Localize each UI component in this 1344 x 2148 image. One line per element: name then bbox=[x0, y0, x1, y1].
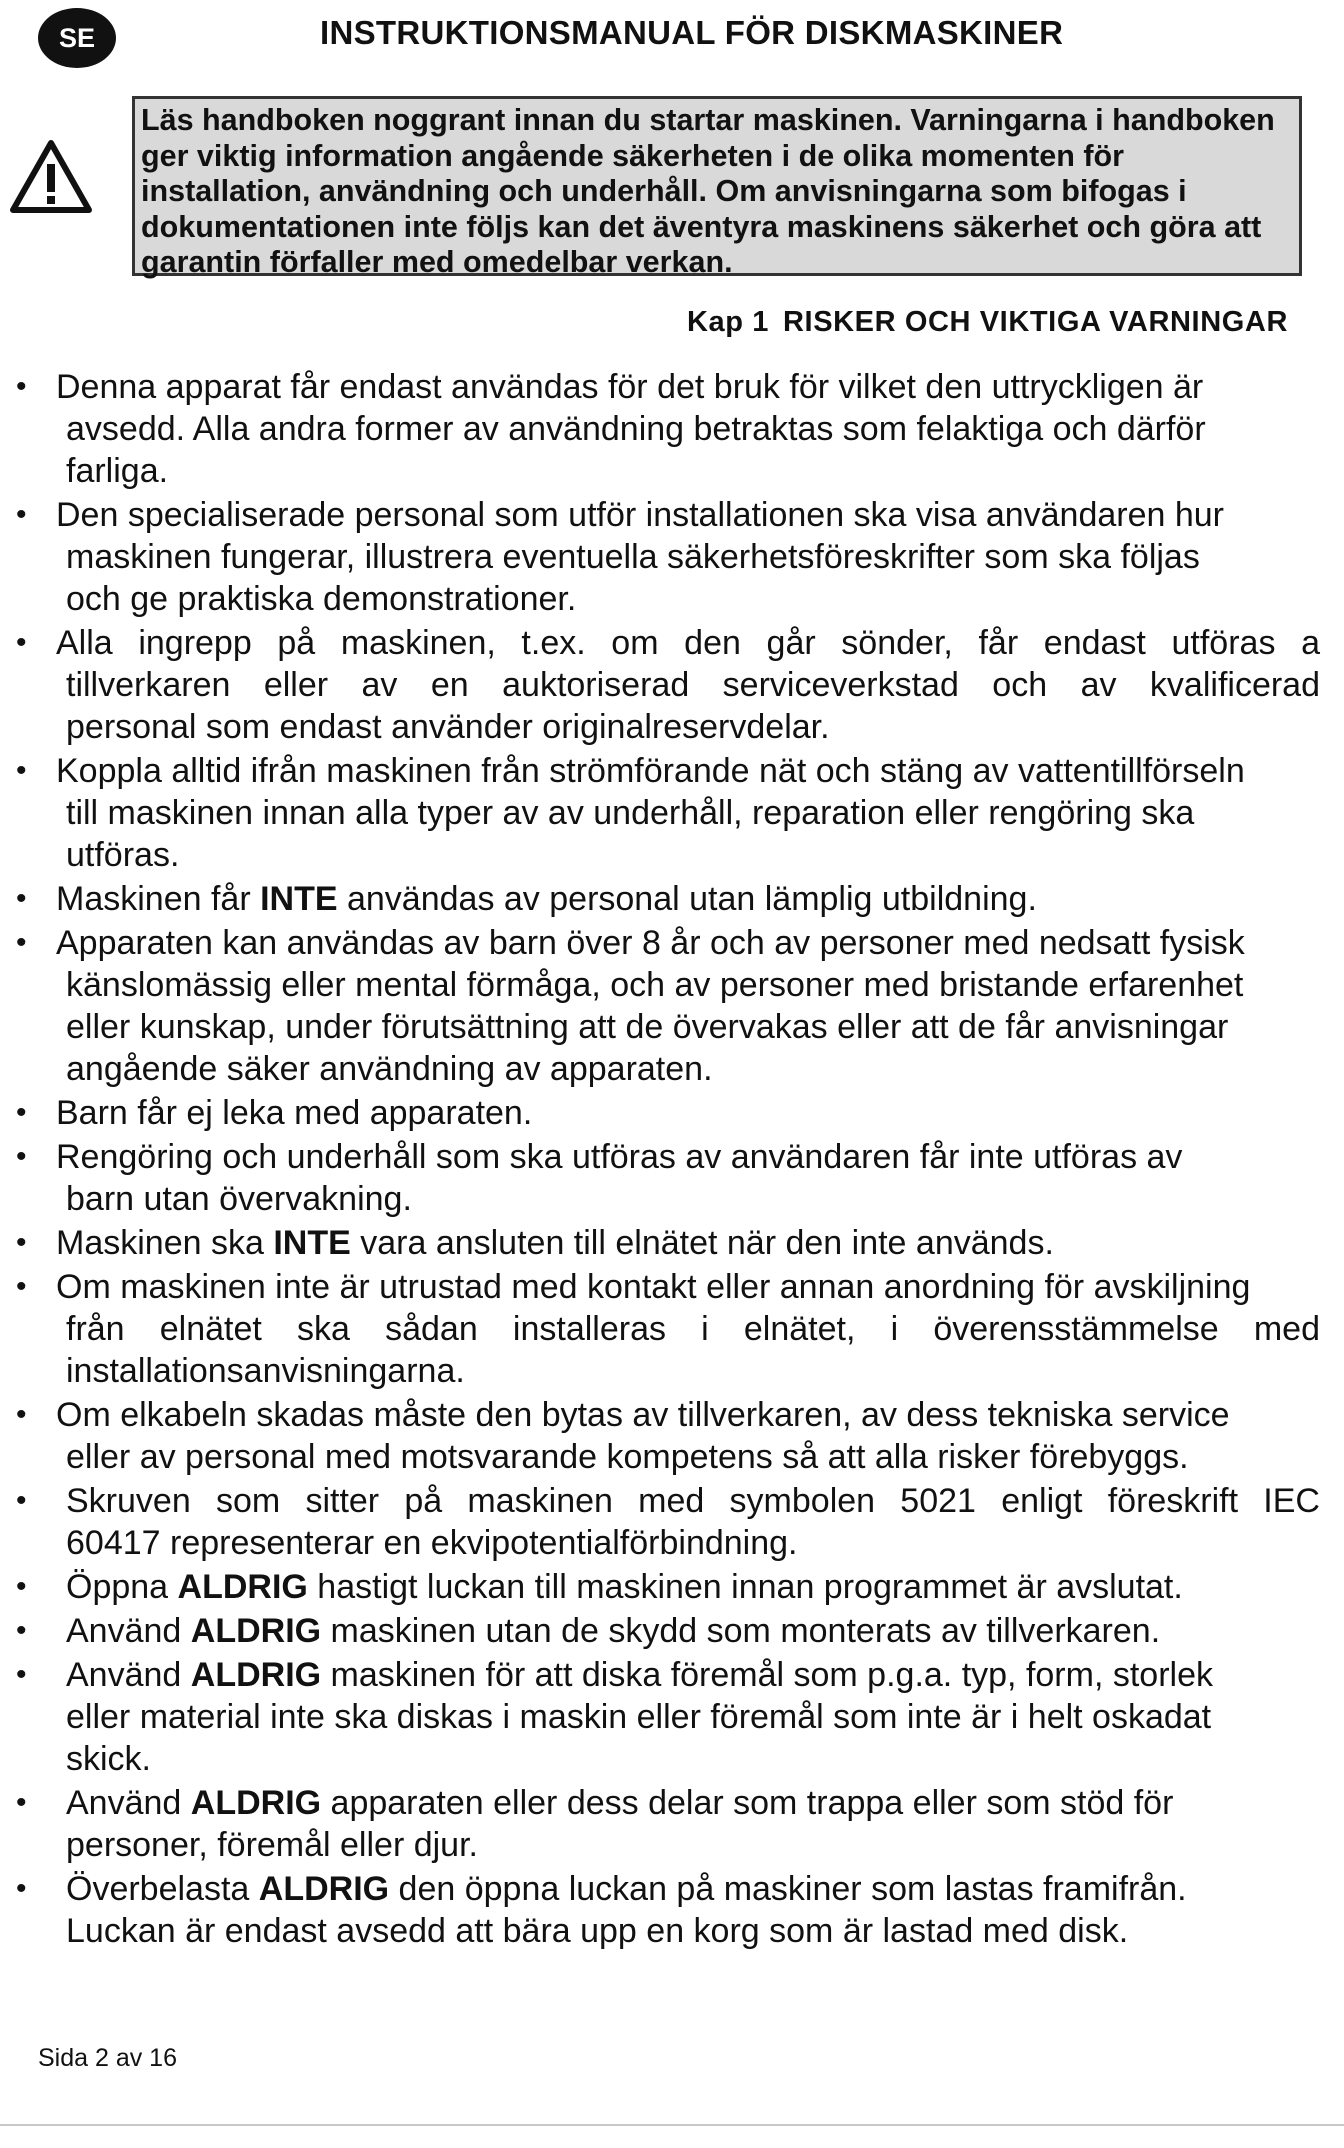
list-item-line bbox=[56, 622, 1320, 664]
list-item-text: maskinen utan de skydd som monterats av tillverkaren. bbox=[321, 1612, 1161, 1650]
page-number: Sida 2 av 16 bbox=[38, 2044, 177, 2072]
list-item-line bbox=[56, 706, 1320, 748]
bullet-icon: • bbox=[16, 1570, 27, 1603]
list-item-line bbox=[56, 578, 1320, 620]
list-item-line bbox=[56, 1436, 1320, 1478]
list-item-text: Rengöring och underhåll som ska utföras av användaren får inte utföras av bbox=[56, 1138, 1183, 1176]
list-item-line bbox=[56, 1308, 1320, 1350]
list-item-text: installationsanvisningarna. bbox=[66, 1352, 465, 1390]
list-item-line bbox=[56, 1782, 1320, 1824]
bullet-icon: • bbox=[16, 1614, 27, 1647]
bullet-icon: • bbox=[16, 926, 27, 959]
list-item-text: angående säker användning av apparaten. bbox=[66, 1050, 713, 1088]
list-item-line bbox=[56, 1480, 1320, 1522]
list-item-text: Maskinen får bbox=[56, 880, 261, 918]
list-item-line bbox=[56, 750, 1320, 792]
list-item bbox=[0, 1654, 1344, 1780]
list-item bbox=[0, 1566, 1344, 1608]
warning-line: dokumentationen inte följs kan det äventyra maskinens säkerhet och göra att bbox=[141, 209, 1262, 244]
list-item bbox=[0, 1266, 1344, 1392]
chapter-number: Kap 1 bbox=[687, 306, 769, 338]
list-item-line bbox=[56, 1654, 1320, 1696]
list-item-text: Använd bbox=[66, 1612, 191, 1650]
bullet-icon: • bbox=[16, 1096, 27, 1129]
list-item-text: maskinen fungerar, illustrera eventuella säkerhetsföreskrifter som ska följas bbox=[66, 538, 1200, 576]
list-item-text: Maskinen ska bbox=[56, 1224, 274, 1262]
list-item-line bbox=[56, 1178, 1320, 1220]
list-item-text: personal som endast använder originalreservdelar. bbox=[66, 708, 830, 746]
list-item bbox=[0, 366, 1344, 492]
list-item-line bbox=[56, 1006, 1320, 1048]
warning-triangle-icon bbox=[8, 138, 94, 216]
list-item-text: utföras. bbox=[66, 836, 180, 874]
list-item-text: Denna apparat får endast användas för det bruk för vilket den uttryckligen är bbox=[56, 368, 1204, 406]
list-item-text: Överbelasta bbox=[66, 1870, 259, 1908]
list-item-line bbox=[56, 494, 1320, 536]
list-item-line bbox=[56, 1136, 1320, 1178]
list-item-line bbox=[56, 1266, 1320, 1308]
emphasis-text: ALDRIG bbox=[190, 1612, 322, 1650]
list-item-line bbox=[56, 1048, 1320, 1090]
chapter-title: RISKER OCH VIKTIGA VARNINGAR bbox=[783, 306, 1288, 338]
list-item-line bbox=[56, 664, 1320, 706]
list-item bbox=[0, 750, 1344, 876]
list-item-line bbox=[56, 1738, 1320, 1780]
warning-line: Läs handboken noggrant innan du startar maskinen. Varningarna i handboken bbox=[141, 103, 1275, 137]
warning-box bbox=[132, 96, 1302, 279]
list-item-line bbox=[56, 922, 1320, 964]
list-item-text: Skruven som sitter på maskinen med symbolen 5021 enligt föreskrift IEC bbox=[66, 1482, 1320, 1520]
bullet-icon: • bbox=[16, 1872, 27, 1905]
chapter-heading bbox=[687, 306, 1288, 339]
list-item-line bbox=[56, 1394, 1320, 1436]
list-item-text: Alla ingrepp på maskinen, t.ex. om den går sönder, får endast utföras a bbox=[56, 624, 1320, 662]
list-item-line bbox=[56, 1566, 1320, 1608]
list-item-text: vara ansluten till elnätet när den inte används. bbox=[350, 1224, 1054, 1262]
bullet-icon: • bbox=[16, 1226, 27, 1259]
list-item-text: användas av personal utan lämplig utbildning. bbox=[337, 880, 1037, 918]
list-item bbox=[0, 1782, 1344, 1866]
list-item bbox=[0, 1480, 1344, 1564]
list-item-line bbox=[56, 1696, 1320, 1738]
list-item-line bbox=[56, 1868, 1320, 1910]
bullet-icon: • bbox=[16, 1786, 27, 1819]
list-item-line bbox=[56, 450, 1320, 492]
list-item-text: Öppna bbox=[66, 1568, 178, 1606]
list-item-line bbox=[56, 1522, 1320, 1564]
list-item-line bbox=[56, 1350, 1320, 1392]
list-item-line bbox=[56, 1222, 1320, 1264]
emphasis-text: ALDRIG bbox=[177, 1568, 308, 1606]
emphasis-text: ALDRIG bbox=[190, 1656, 322, 1694]
warning-line: installation, användning och underhåll. Om anvisningarna som bifogas i bbox=[141, 174, 1187, 208]
bullet-icon: • bbox=[16, 754, 27, 787]
emphasis-text: INTE bbox=[260, 880, 338, 918]
list-item-text: Apparaten kan användas av barn över 8 år och av personer med nedsatt fysisk bbox=[56, 924, 1245, 962]
bullet-icon: • bbox=[16, 1270, 27, 1303]
warning-line: garantin förfaller med omedelbar verkan. bbox=[141, 245, 733, 279]
list-item-text: Luckan är endast avsedd att bära upp en korg som är lastad med disk. bbox=[66, 1912, 1129, 1950]
list-item-line bbox=[56, 1824, 1320, 1866]
list-item-text: Använd bbox=[66, 1784, 191, 1822]
list-item-text: Använd bbox=[66, 1656, 191, 1694]
list-item-line bbox=[56, 834, 1320, 876]
list-item-text: apparaten eller dess delar som trappa eller som stöd för bbox=[321, 1784, 1174, 1822]
bullet-icon: • bbox=[16, 882, 27, 915]
list-item-line bbox=[56, 536, 1320, 578]
list-item-text: känslomässig eller mental förmåga, och av personer med bristande erfarenhet bbox=[66, 966, 1244, 1004]
list-item-text: Om maskinen inte är utrustad med kontakt eller annan anordning för avskiljning bbox=[56, 1268, 1251, 1306]
list-item-text: från elnätet ska sådan installeras i elnätet, i överensstämmelse med bbox=[66, 1310, 1320, 1348]
list-item-text: Om elkabeln skadas måste den bytas av tillverkaren, av dess tekniska service bbox=[56, 1396, 1230, 1434]
emphasis-text: ALDRIG bbox=[190, 1784, 322, 1822]
list-item-text: eller av personal med motsvarande kompetens så att alla risker förebyggs. bbox=[66, 1438, 1189, 1476]
list-item-text: eller kunskap, under förutsättning att de övervakas eller att de får anvisningar bbox=[66, 1008, 1229, 1046]
language-badge: SE bbox=[38, 8, 116, 68]
list-item bbox=[0, 1092, 1344, 1134]
list-item-line bbox=[56, 1092, 1320, 1134]
list-item-line bbox=[56, 1910, 1320, 1952]
list-item bbox=[0, 622, 1344, 748]
bullet-icon: • bbox=[16, 498, 27, 531]
warning-line: ger viktig information angående säkerheten i de olika momenten för bbox=[141, 138, 1124, 173]
bullet-icon: • bbox=[16, 370, 27, 403]
list-item-line bbox=[56, 792, 1320, 834]
bullet-icon: • bbox=[16, 626, 27, 659]
list-item-text: farliga. bbox=[66, 452, 169, 490]
list-item-text: och ge praktiska demonstrationer. bbox=[66, 580, 577, 618]
list-item-line bbox=[56, 964, 1320, 1006]
list-item-line bbox=[56, 366, 1320, 408]
safety-rules-list bbox=[0, 366, 1344, 1954]
list-item-text: till maskinen innan alla typer av av underhåll, reparation eller rengöring ska bbox=[66, 794, 1195, 832]
list-item-text: eller material inte ska diskas i maskin eller föremål som inte är i helt oskadat bbox=[66, 1698, 1212, 1736]
document-title: INSTRUKTIONSMANUAL FÖR DISKMASKINER bbox=[320, 14, 1064, 51]
list-item-text: Barn får ej leka med apparaten. bbox=[56, 1094, 533, 1132]
list-item bbox=[0, 1136, 1344, 1220]
list-item-text: avsedd. Alla andra former av användning betraktas som felaktiga och därför bbox=[66, 410, 1206, 448]
list-item bbox=[0, 1610, 1344, 1652]
bullet-icon: • bbox=[16, 1484, 27, 1517]
bullet-icon: • bbox=[16, 1658, 27, 1691]
list-item-text: maskinen för att diska föremål som p.g.a. typ, form, storlek bbox=[321, 1656, 1213, 1694]
emphasis-text: ALDRIG bbox=[258, 1870, 390, 1908]
list-item bbox=[0, 494, 1344, 620]
list-item-line bbox=[56, 878, 1320, 920]
list-item-text: Den specialiserade personal som utför installationen ska visa användaren hur bbox=[56, 496, 1225, 534]
list-item-text: 60417 representerar en ekvipotentialförbindning. bbox=[66, 1524, 798, 1562]
list-item bbox=[0, 1868, 1344, 1952]
list-item-text: tillverkaren eller av en auktoriserad serviceverkstad och av kvalificerad bbox=[66, 666, 1320, 704]
list-item-text: personer, föremål eller djur. bbox=[66, 1826, 478, 1864]
list-item-text: skick. bbox=[66, 1740, 151, 1778]
bullet-icon: • bbox=[16, 1398, 27, 1431]
list-item-text: den öppna luckan på maskiner som lastas framifrån. bbox=[389, 1870, 1187, 1908]
list-item-line bbox=[56, 408, 1320, 450]
bullet-icon: • bbox=[16, 1140, 27, 1173]
list-item-text: Koppla alltid ifrån maskinen från strömförande nät och stäng av vattentillförseln bbox=[56, 752, 1245, 790]
page-bottom-divider bbox=[0, 2124, 1344, 2126]
list-item-text: barn utan övervakning. bbox=[66, 1180, 412, 1218]
list-item bbox=[0, 1394, 1344, 1478]
list-item-text: hastigt luckan till maskinen innan programmet är avslutat. bbox=[307, 1568, 1183, 1606]
list-item bbox=[0, 878, 1344, 920]
list-item bbox=[0, 1222, 1344, 1264]
list-item bbox=[0, 922, 1344, 1090]
emphasis-text: INTE bbox=[273, 1224, 351, 1262]
list-item-line bbox=[56, 1610, 1320, 1652]
